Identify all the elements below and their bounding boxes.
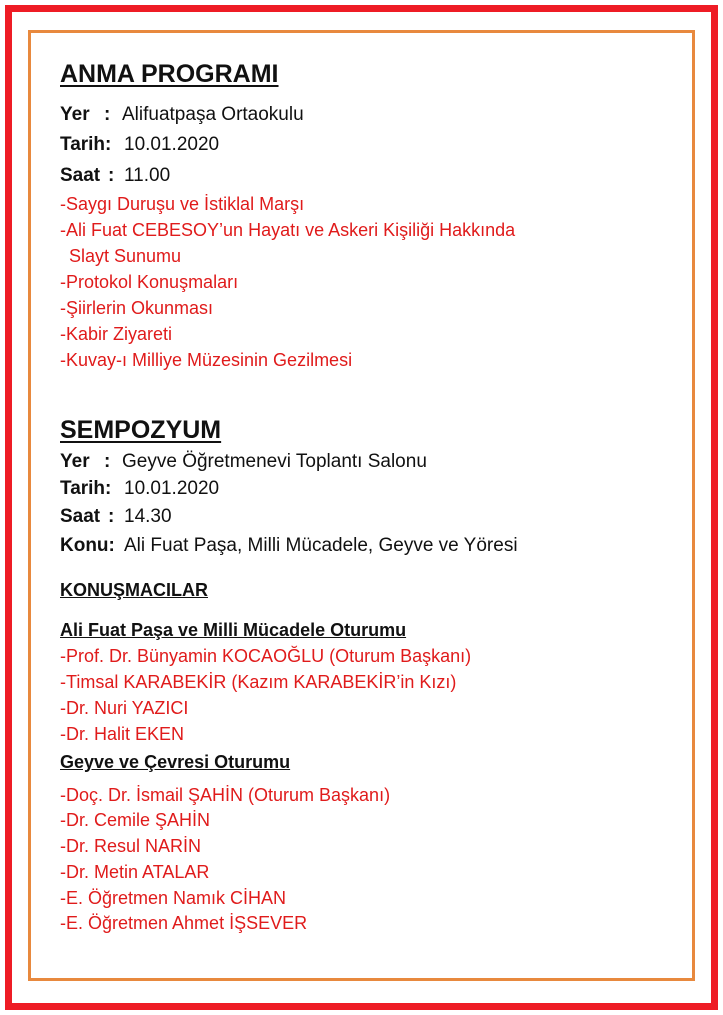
anma-item: -Kabir Ziyareti — [60, 324, 173, 344]
saat-sep: : — [108, 506, 115, 527]
session-title: Geyve ve Çevresi Oturumu — [60, 752, 291, 772]
speaker-item: -E. Öğretmen Namık CİHAN — [60, 888, 287, 908]
yer-sep: : — [104, 104, 111, 125]
anma-item: -Protokol Konuşmaları — [60, 272, 239, 292]
yer-sep: : — [104, 451, 111, 472]
anma-item: -Kuvay-ı Milliye Müzesinin Gezilmesi — [60, 350, 353, 370]
sempozyum-konu-row — [60, 534, 518, 558]
speakers-heading: KONUŞMACILAR — [60, 580, 208, 600]
speaker-item: -Dr. Cemile ŞAHİN — [60, 810, 211, 830]
yer-value: Geyve Öğretmenevi Toplantı Salonu — [122, 451, 427, 472]
speaker-item: -Timsal KARABEKİR (Kazım KARABEKİR’in Kızı) — [60, 672, 457, 692]
tarih-value: 10.01.2020 — [124, 478, 220, 499]
yer-label: Yer — [60, 451, 90, 472]
anma-item: -Ali Fuat CEBESOY’un Hayatı ve Askeri Kişiliği Hakkında — [60, 220, 516, 240]
anma-tarih-row — [60, 133, 219, 157]
saat-value: 14.30 — [124, 506, 172, 527]
yer-value: Alifuatpaşa Ortaokulu — [122, 104, 304, 125]
konu-label: Konu: — [60, 535, 115, 556]
tarih-value: 10.01.2020 — [124, 134, 220, 155]
anma-item: -Şiirlerin Okunması — [60, 298, 214, 318]
sempozyum-title: SEMPOZYUM — [60, 416, 222, 444]
saat-sep: : — [108, 165, 115, 186]
anma-saat-row — [60, 164, 170, 188]
tarih-label: Tarih: — [60, 134, 112, 155]
speaker-item: -Doç. Dr. İsmail ŞAHİN (Oturum Başkanı) — [60, 785, 391, 805]
session-title: Ali Fuat Paşa ve Milli Mücadele Oturumu — [60, 620, 407, 640]
saat-value: 11.00 — [124, 165, 171, 186]
speaker-item: -Dr. Metin ATALAR — [60, 862, 210, 882]
sempozyum-yer-row — [60, 450, 427, 474]
konu-value: Ali Fuat Paşa, Milli Mücadele, Geyve ve Yöresi — [124, 535, 518, 556]
speaker-item: -Dr. Halit EKEN — [60, 724, 185, 744]
saat-label: Saat — [60, 506, 101, 527]
sempozyum-saat-row — [60, 505, 172, 529]
speaker-item: -Prof. Dr. Bünyamin KOCAOĞLU (Oturum Başkanı) — [60, 646, 472, 666]
saat-label: Saat — [60, 165, 101, 186]
speaker-item: -Dr. Nuri YAZICI — [60, 698, 189, 718]
sempozyum-tarih-row — [60, 477, 219, 501]
speaker-item: -E. Öğretmen Ahmet İŞSEVER — [60, 913, 308, 933]
anma-title: ANMA PROGRAMI — [60, 60, 279, 88]
speaker-item: -Dr. Resul NARİN — [60, 836, 202, 856]
anma-yer-row — [60, 103, 304, 127]
tarih-label: Tarih: — [60, 478, 112, 499]
yer-label: Yer — [60, 104, 90, 125]
anma-item-continuation: Slayt Sunumu — [69, 246, 182, 266]
anma-item: -Saygı Duruşu ve İstiklal Marşı — [60, 194, 305, 214]
